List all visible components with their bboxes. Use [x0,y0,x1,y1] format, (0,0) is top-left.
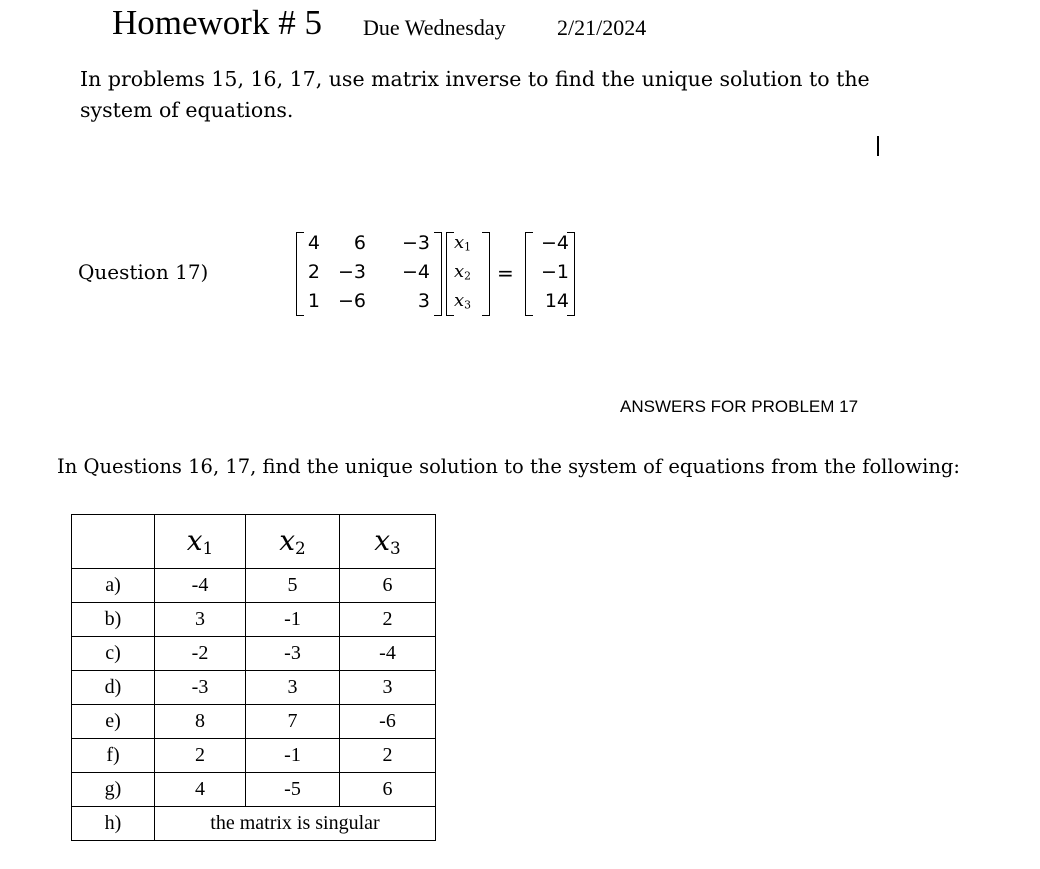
variable-vector [446,232,490,316]
matrix-cell: 4 [307,232,320,254]
rhs-cell: −1 [540,261,569,283]
table-cell: -4 [155,569,246,603]
matrix-cell: −3 [337,261,366,283]
choice-label: e) [72,705,155,739]
choice-label: h) [72,807,155,841]
table-row [72,637,436,671]
text-cursor [877,136,879,156]
variable: $x_3$ [454,290,472,312]
coefficient-matrix [296,232,442,316]
table-cell: 4 [155,773,246,807]
variable: $x_1$ [454,232,472,254]
choice-label: f) [72,739,155,773]
header-x2: $x_2$ [246,515,340,569]
matrix-cell: 3 [417,290,430,312]
choice-label: b) [72,603,155,637]
table-row [72,671,436,705]
instructions: In problems 15, 16, 17, use matrix inverse to find the unique solution to the system of equations. [80,67,870,122]
matrix-cell: −3 [401,232,430,254]
table-cell: 5 [246,569,340,603]
rhs-vector [525,232,575,316]
table-cell: -3 [246,637,340,671]
table-cell: 6 [340,773,436,807]
table-cell: 6 [340,569,436,603]
due-date: 2/21/2024 [557,15,647,40]
table-cell: 8 [155,705,246,739]
choice-label: a) [72,569,155,603]
singular-cell: the matrix is singular [155,807,436,841]
right-bracket [482,232,490,316]
table-cell: -6 [340,705,436,739]
rhs-cell: 14 [544,290,569,312]
answers-label: ANSWERS FOR PROBLEM 17 [620,397,859,416]
table-row [72,773,436,807]
table-row [72,705,436,739]
right-bracket [434,232,442,316]
answer-choices-table [71,514,436,841]
variable: $x_2$ [454,261,472,283]
due-day: Due Wednesday [363,15,506,40]
table-header-row [72,515,436,569]
table-cell: -3 [155,671,246,705]
matrix-cell: −6 [337,290,366,312]
table-row [72,739,436,773]
header-x3: $x_3$ [340,515,436,569]
table-row [72,603,436,637]
choice-label: g) [72,773,155,807]
table-cell: -4 [340,637,436,671]
question-label: Question 17) [78,260,209,284]
table-row [72,807,436,841]
left-bracket [446,232,454,316]
table-cell: 2 [340,739,436,773]
homework-title: Homework # 5 [112,3,322,42]
table-cell: 2 [340,603,436,637]
choice-label: d) [72,671,155,705]
matrix-cell: −4 [401,261,430,283]
table-cell: -5 [246,773,340,807]
table-cell: 3 [340,671,436,705]
header-blank-cell [72,515,155,569]
rhs-cell: −4 [540,232,569,254]
choices-prompt: In Questions 16, 17, find the unique solution to the system of equations from the following: [57,455,960,478]
table-cell: 3 [246,671,340,705]
matrix-cell: 1 [307,290,320,312]
table-row [72,569,436,603]
table-cell: -1 [246,739,340,773]
table-cell: -1 [246,603,340,637]
equals-sign: = [497,261,514,285]
table-cell: 7 [246,705,340,739]
matrix-cell: 6 [353,232,366,254]
matrix-cell: 2 [307,261,320,283]
choice-label: c) [72,637,155,671]
header-x1: $x_1$ [155,515,246,569]
table-cell: 3 [155,603,246,637]
table-cell: 2 [155,739,246,773]
left-bracket [525,232,533,316]
table-cell: -2 [155,637,246,671]
left-bracket [296,232,304,316]
